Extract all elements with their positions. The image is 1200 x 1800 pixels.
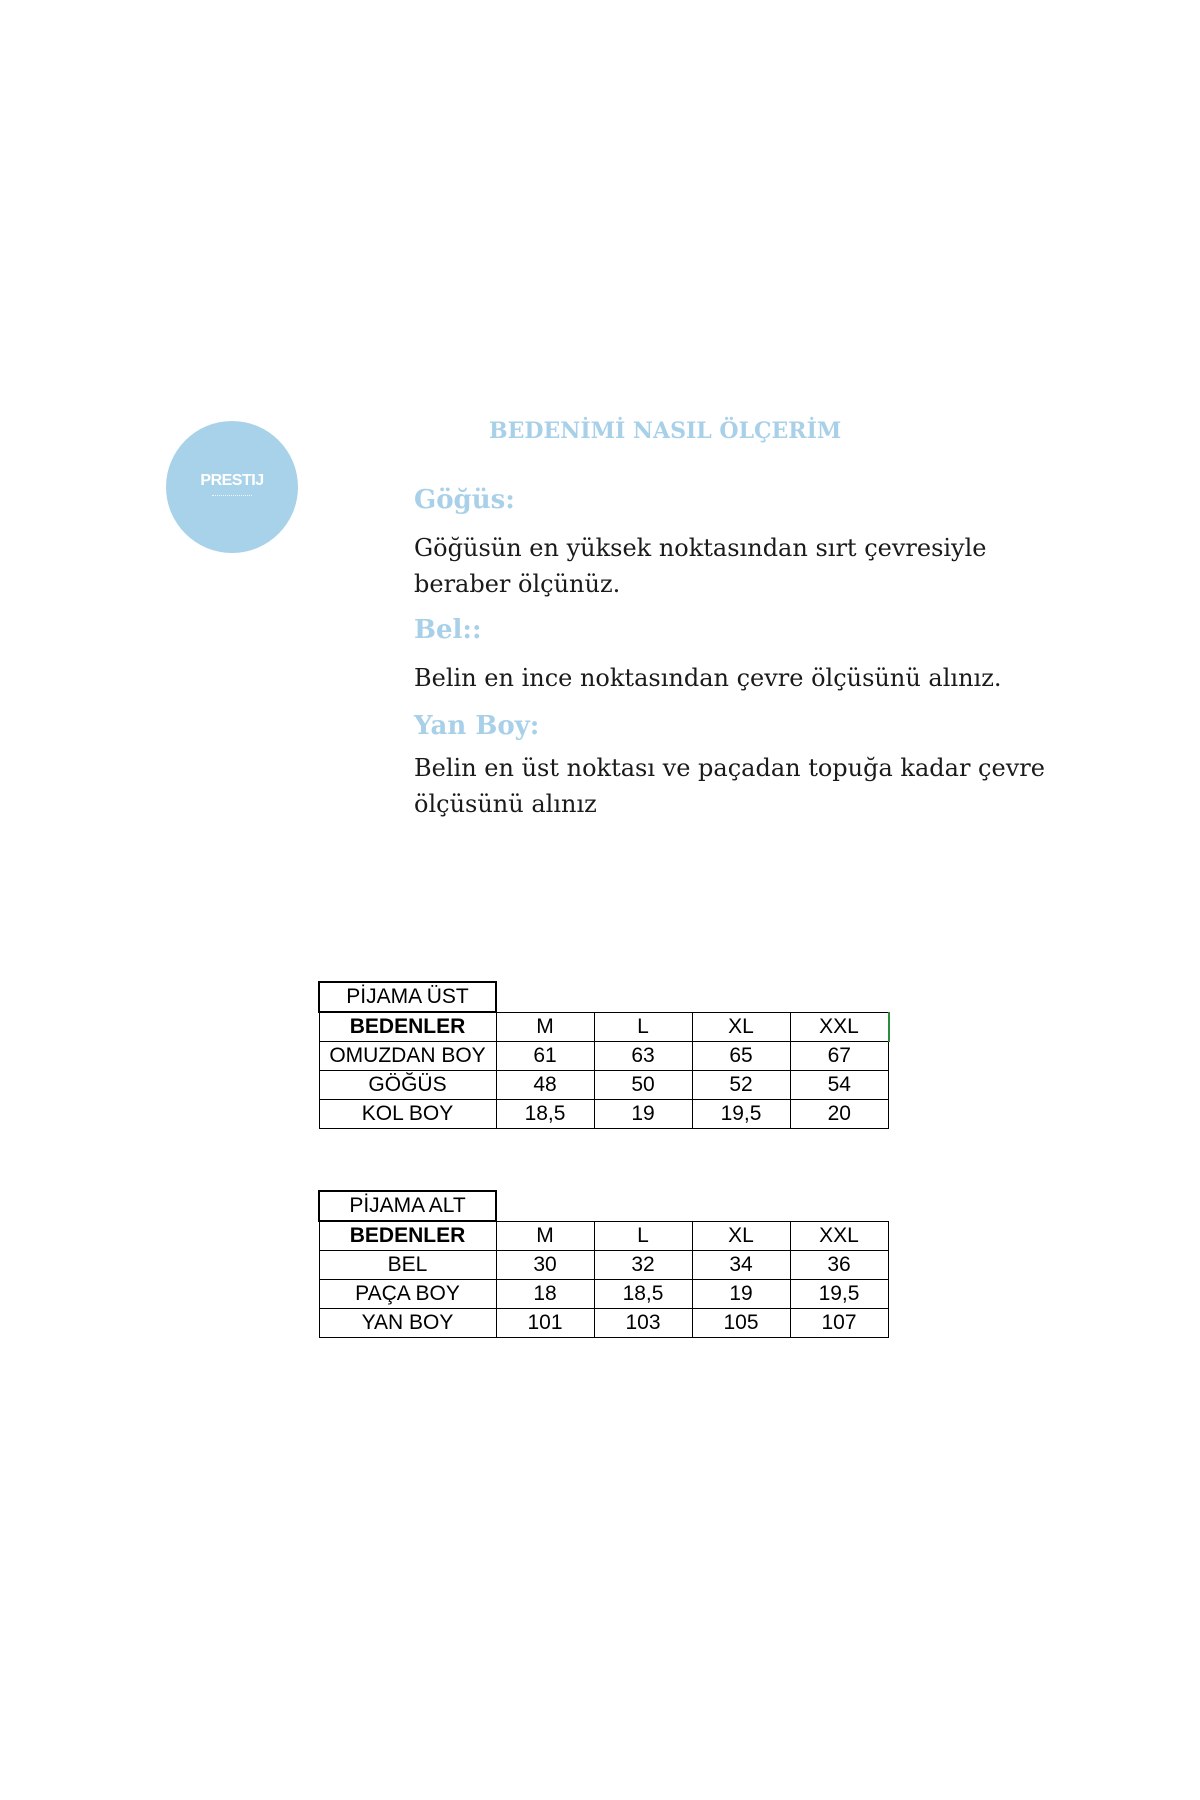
table-cell: 61 (496, 1042, 594, 1071)
table-row-label: YAN BOY (319, 1309, 496, 1338)
table-header-cell: M (496, 1012, 594, 1042)
table-cell: 34 (692, 1251, 790, 1280)
table-row-label: BEL (319, 1251, 496, 1280)
table-row-label: KOL BOY (319, 1100, 496, 1129)
table-cell: 63 (594, 1042, 692, 1071)
table-header-cell: L (594, 1221, 692, 1251)
table-row (319, 1309, 888, 1338)
brand-logo (166, 421, 298, 553)
table-cell: 105 (692, 1309, 790, 1338)
table-cell: 18,5 (496, 1100, 594, 1129)
logo-tagline-dots (212, 495, 252, 496)
table-cell: 19 (594, 1100, 692, 1129)
table-cell: 18 (496, 1280, 594, 1309)
table-cell: 48 (496, 1071, 594, 1100)
table-cell: 19 (692, 1280, 790, 1309)
table-cell: 54 (790, 1071, 889, 1100)
section-heading: Yan Boy: (414, 711, 540, 741)
table-cell: 107 (790, 1309, 888, 1338)
section-text: Belin en üst noktası ve paçadan topuğa kadar çevre ölçüsünü alınız (414, 754, 1045, 818)
table-header-cell: XXL (790, 1012, 889, 1042)
table-cell: 50 (594, 1071, 692, 1100)
size-table-top (318, 981, 890, 1129)
table-header-cell: M (496, 1221, 594, 1251)
table-cell: 52 (692, 1071, 790, 1100)
table-header-cell: XXL (790, 1221, 888, 1251)
table-row (319, 1280, 888, 1309)
table-header-cell: BEDENLER (319, 1012, 496, 1042)
table-cell: 18,5 (594, 1280, 692, 1309)
table-row (319, 1100, 889, 1129)
logo-text: PRESTIJ (200, 472, 264, 489)
table-caption: PİJAMA ÜST (319, 982, 496, 1012)
table-header-row (319, 1012, 889, 1042)
size-table-bottom (318, 1190, 889, 1338)
table-row-label: PAÇA BOY (319, 1280, 496, 1309)
table-caption-row (319, 982, 889, 1012)
table-header-cell: XL (692, 1012, 790, 1042)
table-cell: 19,5 (790, 1280, 888, 1309)
table-cell: 19,5 (692, 1100, 790, 1129)
table-row (319, 1071, 889, 1100)
table-cell: 30 (496, 1251, 594, 1280)
table-row-label: OMUZDAN BOY (319, 1042, 496, 1071)
table-header-cell: L (594, 1012, 692, 1042)
table-row (319, 1042, 889, 1071)
table-cell: 67 (790, 1042, 889, 1071)
page-title: BEDENİMİ NASIL ÖLÇERİM (489, 418, 842, 444)
table-cell: 20 (790, 1100, 889, 1129)
table-row-label: GÖĞÜS (319, 1071, 496, 1100)
section-heading: Bel:: (414, 615, 482, 645)
table-caption: PİJAMA ALT (319, 1191, 496, 1221)
table-cell: 101 (496, 1309, 594, 1338)
table-header-cell: BEDENLER (319, 1221, 496, 1251)
section-chest (414, 484, 1054, 602)
section-waist (414, 614, 1054, 696)
table-cell: 103 (594, 1309, 692, 1338)
table-caption-row (319, 1191, 888, 1221)
table-header-cell: XL (692, 1221, 790, 1251)
table-cell: 32 (594, 1251, 692, 1280)
section-text: Belin en ince noktasından çevre ölçüsünü alınız. (414, 664, 1002, 692)
section-side-length (414, 710, 1054, 822)
table-cell: 36 (790, 1251, 888, 1280)
table-row (319, 1251, 888, 1280)
table-header-row (319, 1221, 888, 1251)
section-heading: Göğüs: (414, 485, 515, 515)
table-cell: 65 (692, 1042, 790, 1071)
section-text: Göğüsün en yüksek noktasından sırt çevresiyle beraber ölçünüz. (414, 534, 987, 598)
